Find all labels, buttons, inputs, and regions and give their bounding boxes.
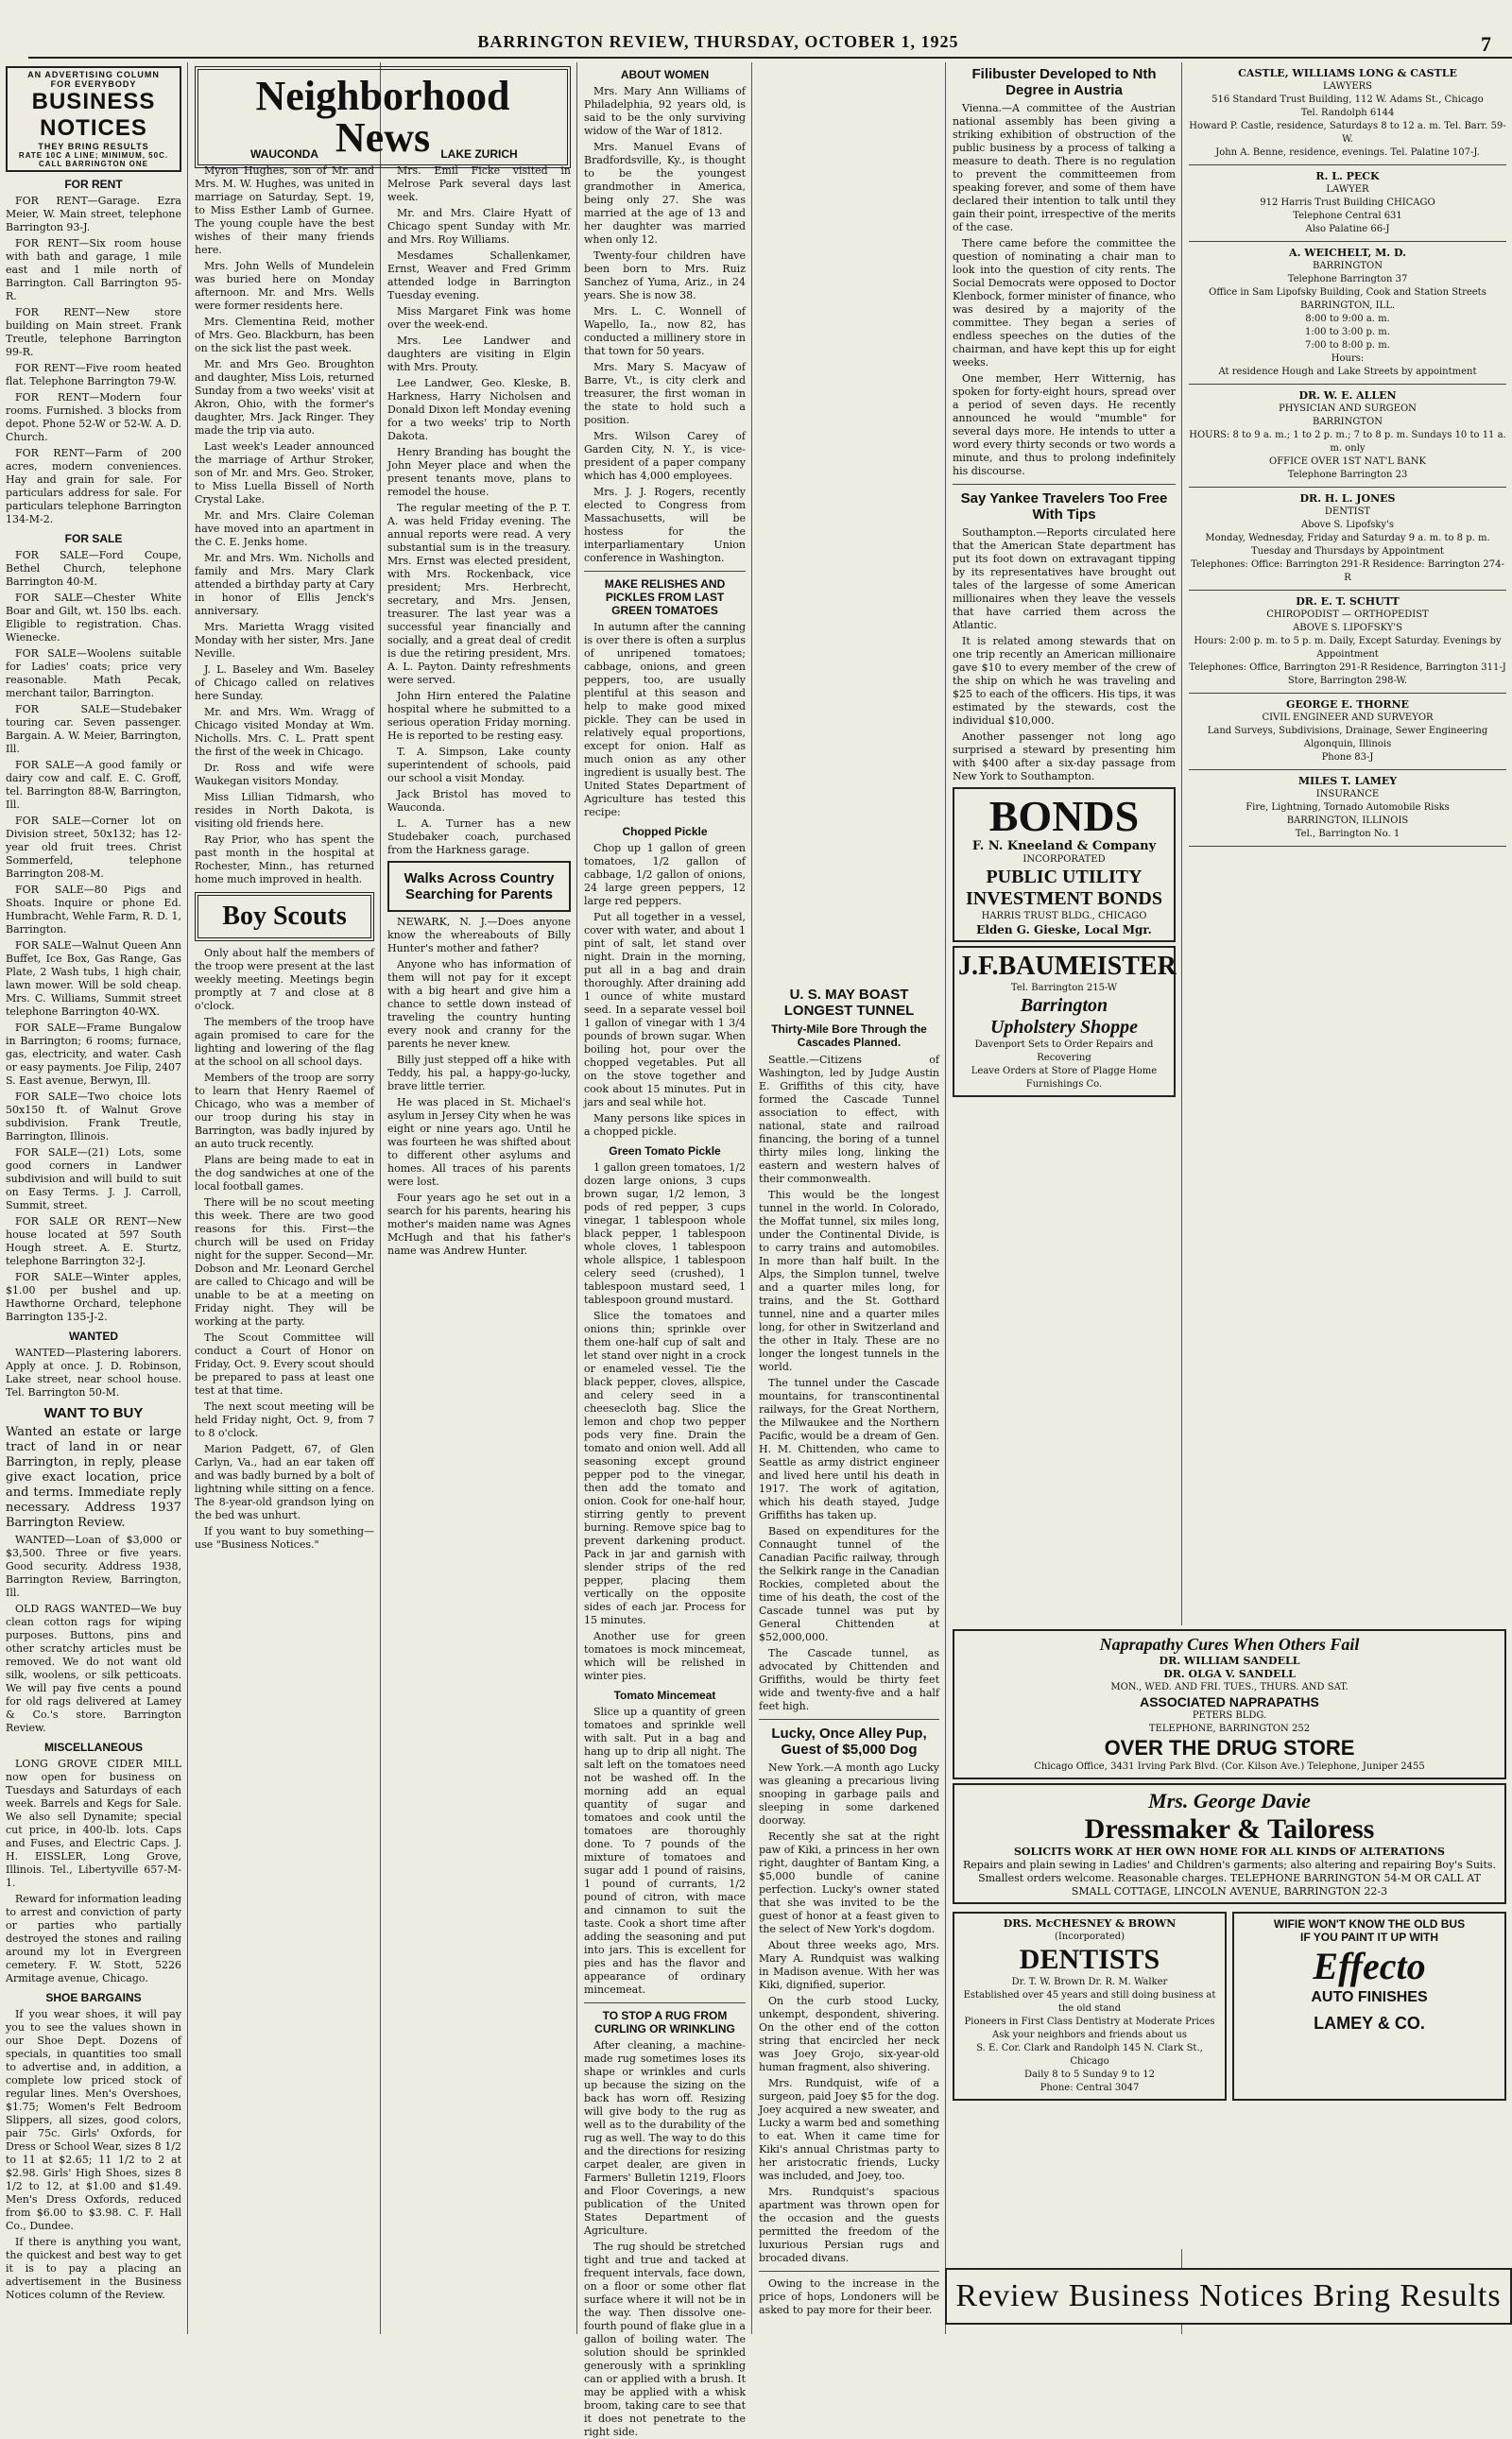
filibuster-headline: Filibuster Developed to Nth Degree in Austria xyxy=(971,66,1157,98)
news-item: Mrs. Lee Landwer and daughters are visiting in Elgin with Mrs. Prouty. xyxy=(387,335,571,373)
effecto-brand: Effecto xyxy=(1313,1945,1426,1987)
professional-directory xyxy=(1189,62,1506,847)
for-sale-ad: FOR SALE—Ford Coupe, Bethel Church, telephone Barrington 40-M. xyxy=(6,549,181,588)
wauconda-items xyxy=(195,164,374,886)
dentists-address: S. E. Cor. Clark and Randolph 145 N. Clark St., Chicago xyxy=(976,2043,1203,2067)
news-item: In autumn after the canning is over there is often a surplus of unripened tomatoes; cabbage, onions, and green peppers, too, are usually plentiful at this season and help to make good mixed pickle. They can be used in relatively equal proportions, except for onion. Half as much onion as any other ingredient is usually best. The United States Department of Agriculture has tested this recipe: xyxy=(584,621,746,818)
directory-role: LAWYERS xyxy=(1322,81,1373,92)
news-item: The Cascade tunnel, as advocated by Chittenden and Griffiths, would be thirty feet wide and twenty-five and a half feet high. xyxy=(759,1647,939,1712)
for-sale-ad: FOR SALE—A good family or dairy cow and calf. E. C. Groff, tel. Barrington 88-W, Barrington, Ill. xyxy=(6,759,181,811)
news-item: Members of the troop are sorry to learn that Henry Raemel of Chicago, who was a member of our troop during his stay in Barrington, was badly injured by an auto truck recently. xyxy=(195,1072,374,1150)
news-item: If you want to buy something—use "Business Notices." xyxy=(195,1525,374,1551)
directory-role: PHYSICIAN AND SURGEON xyxy=(1279,404,1417,414)
news-item: Myron Hughes, son of Mr. and Mrs. M. W. Hughes, was united in marriage on Saturday, Sept. 19, to Miss Esther Lamb of Gurnee. The young couple have the best wishes of their many friends here. xyxy=(195,164,374,256)
news-item: Based on expenditures for the Connaught tunnel of the Canadian Pacific railway, through the Selkirk range in the Canadian Rockies, completed about the time of his death, the cost of the Cascade tunnel was put by General Chittenden at $52,000,000. xyxy=(759,1525,939,1643)
directory-hours: HOURS: 8 to 9 a. m.; 1 to 2 p. m.; 7 to 8 p. m. Sundays 10 to 11 a. m. only xyxy=(1189,430,1506,454)
recipe-step: 1 gallon green tomatoes, 1/2 dozen large onions, 3 cups brown sugar, 1/2 lemon, 3 pods of red pepper, 3 cups vinegar, 1 tablespoon whole black pepper, 1 tablespoon whole cloves, 1 tablespoon whole allspice, 1 tablespoon celery seed (crushed), 1 tablespoon mustard seed, 1 tablespoon ground mustard. xyxy=(584,1161,746,1306)
shoe-bargains-ad: If you wear shoes, it will pay you to see the values shown in our Shoe Dept. Dozens of specials, in quantities too small to advertise and, in addition, a complete low priced stock of regular lines. Men's Overshoes, $1.75; Women's Felt Bedroom Slippers, all sizes, good colors, pair 75c. Girls' Oxfords, for Dress or School Wear, sizes 8 1/2 to 11 at $2.65; 11 1/2 to 2 at $2.98. Girls' High Shoes, sizes 8 1/2 to 12, at $1.00 and $1.49. Men's Dress Oxfords, reduced from $6.00 to $3.98. C. F. Hall Co., Dundee. xyxy=(6,2008,181,2232)
directory-hours: Monday, Wednesday, Friday and Saturday 9 a. m. to 8 p. m. Tuesday and Thursdays by Appointment xyxy=(1205,533,1490,557)
dentists-phone: Phone: Central 3047 xyxy=(1040,2083,1140,2093)
for-rent-ad: FOR RENT—Six room house with bath and garage, 1 mile east and 1 mile north of Barrington. Call Barrington 95-R. xyxy=(6,237,181,302)
directory-svc: Fire, Lightning, Tornado Automobile Risks xyxy=(1246,802,1450,813)
news-item: Mrs. Wilson Carey of Garden City, N. Y., is vice-president of a paper company which has 4,000 employees. xyxy=(584,430,746,482)
news-item: Miss Lillian Tidmarsh, who resides in North Dakota, is visiting old friends here. xyxy=(195,791,374,830)
news-item: On the curb stood Lucky, unkempt, despondent, shivering. On the other end of the cotton string that encircled her neck was Joey Grojo, six-year-old human fragment, also shivering. xyxy=(759,1995,939,2073)
effecto-sub: AUTO FINISHES xyxy=(1311,1989,1428,2005)
news-item: Seattle.—Citizens of Washington, led by Judge Austin E. Griffiths of this city, have formed the Cascade Tunnel association to effect, with national, state and railroad financing, the boring of a tunnel thirty miles long, linking the eastern and western halves of their commonwealth. xyxy=(759,1054,939,1185)
dentists-ask: Ask your neighbors and friends about us xyxy=(992,2030,1187,2040)
news-item: Twenty-four children have been born to Mrs. Ruiz Sanchez of Yuma, Ariz., in 24 years. She is now 38. xyxy=(584,249,746,301)
section-heading: FOR RENT xyxy=(64,178,123,191)
for-sale-ad: FOR SALE—Corner lot on Division street, 50x132; has 12-year old fruit trees. Christ Sommerfeld, telephone Barrington 208-M. xyxy=(6,815,181,880)
news-item: Henry Branding has bought the John Meyer place and when the present tenants move, plans to remodel the house. xyxy=(387,446,571,498)
news-item: One member, Herr Witternig, has spoken for forty-eight hours, spread over a period of seven days. He recently announced he would "mumble" for several days more. He intends to utter a word every thirty seconds or two words a minute, and thus to prolong indefinitely his discourse. xyxy=(953,372,1176,477)
directory-city: BARRINGTON, ILLINOIS xyxy=(1286,816,1409,826)
dentists-established: Established over 45 years and still doing business at the old stand xyxy=(963,1990,1216,2014)
divider xyxy=(584,2002,746,2003)
banner-line: FOR EVERYBODY xyxy=(50,79,137,89)
classified-column xyxy=(0,62,187,2334)
wauconda-column xyxy=(189,142,380,2334)
news-item: John Hirn entered the Palatine hospital where he submitted to a serious operation Friday morning. He is reported to be resting easy. xyxy=(387,690,571,742)
news-item: He was placed in St. Michael's asylum in Jersey City when he was eight or nine years ago. Until he was fourteen he was shifted about to different other asylums and homes. All traces of his parents were lost. xyxy=(387,1096,571,1188)
news-item: Mrs. J. J. Rogers, recently elected to Congress from Massachusetts, will be hostess for the interparliamentary Union conference in Washington. xyxy=(584,486,746,564)
directory-tel: Tel., Barrington No. 1 xyxy=(1295,829,1400,839)
directory-name: DR. E. T. SCHUTT xyxy=(1296,595,1400,608)
section-heading: MISCELLANEOUS xyxy=(43,1741,143,1754)
scouts-items xyxy=(195,947,374,1552)
news-item: Anyone who has information of them will not pay for it except with a big heart and give him a chance to settle down instead of traveling the country hunting every nook and cranny for the parents he never knew. xyxy=(387,958,571,1050)
news-item: Jack Bristol has moved to Wauconda. xyxy=(387,788,571,814)
rug-headline: TO STOP A RUG FROM CURLING OR WRINKLING xyxy=(594,2009,735,2035)
lake-zurich-column xyxy=(382,142,576,2334)
directory-name: DR. W. E. ALLEN xyxy=(1298,389,1397,402)
directory-hours: Hours: 2:00 p. m. to 5 p. m. Daily, Except Saturday. Evenings by Appointment xyxy=(1194,636,1502,660)
want-to-buy-list xyxy=(6,1534,181,1735)
dentists-firm: DRS. McCHESNEY & BROWN xyxy=(1003,1917,1177,1930)
for-rent-list xyxy=(6,195,181,526)
news-item: Only about half the members of the troop were present at the last weekly meeting. Meetings begin promptly at 7 and close at 8 o'clock. xyxy=(195,947,374,1012)
banner-tagline: THEY BRING RESULTS xyxy=(38,142,149,151)
directory-name: DR. H. L. JONES xyxy=(1299,492,1396,505)
page-number: 7 xyxy=(1481,32,1491,56)
naprapaths-location: OVER THE DRUG STORE xyxy=(1104,1736,1355,1760)
naprapaths-days: MON., WED. AND FRI. TUES., THURS. AND SAT. xyxy=(1110,1682,1349,1692)
news-item: Mrs. John Wells of Mundelein was buried here on Monday afternoon. Mr. and Mrs. Wells were former residents here. xyxy=(195,260,374,312)
naprapaths-ad xyxy=(953,1629,1506,1779)
news-item: Mr. and Mrs Geo. Broughton and daughter, Miss Lois, returned Sunday from a two weeks' visit at Akron, Ohio, with the former's daughter, Mrs. Jack Ringer. They made the trip via auto. xyxy=(195,358,374,437)
business-notices-title: BUSINESS NOTICES xyxy=(31,89,156,141)
directory-city: BARRINGTON xyxy=(1313,417,1383,427)
town-heading: WAUCONDA xyxy=(250,147,318,161)
directory-name: A. WEICHELT, M. D. xyxy=(1289,247,1406,259)
town-heading: LAKE ZURICH xyxy=(440,147,518,161)
for-sale-ad: FOR SALE—Walnut Queen Ann Buffet, Ice Box, Gas Range, Gas Plate, 2 Wash tubs, 1 high chair, lawn mower. Will be sold cheap. Mrs. C. Williams, Summit street telephone Barrington 40-WX. xyxy=(6,939,181,1018)
tunnel-headline: U. S. MAY BOAST LONGEST TUNNEL xyxy=(783,987,915,1019)
for-sale-ad: FOR SALE—Woolens suitable for Ladies' coats; price very reasonable. Math Pecak, merchant tailor, Barrington. xyxy=(6,647,181,699)
banner-line: AN ADVERTISING COLUMN xyxy=(27,70,160,79)
dressmaker-name: Mrs. George Davie xyxy=(1148,1789,1311,1812)
directory-name: MILES T. LAMEY xyxy=(1297,775,1398,787)
directory-city: BARRINGTON xyxy=(1313,261,1383,271)
news-item: Mr. and Mrs. Wm. Nicholls and family and Mrs. Mary Clark attended a birthday party at Cary in honor of Ellis Jenck's anniversary. xyxy=(195,552,374,617)
directory-res: Howard P. Castle, residence, Saturdays 8 to 12 a. m. Tel. Barr. 59-W. xyxy=(1189,121,1506,145)
directory-tel2: Also Palatine 66-J xyxy=(1305,224,1390,234)
footer-slogan: Review Business Notices Bring Results xyxy=(945,2268,1512,2325)
baumeister-shop: Upholstery Shoppe xyxy=(989,1017,1139,1038)
relish-items xyxy=(584,621,746,819)
news-item: Mrs. Manuel Evans of Bradfordsville, Ky., is thought to be the youngest grandmother in America, being only 27. She was married at the age of 13 and her daughter was married when only 12. xyxy=(584,141,746,246)
women-column xyxy=(578,62,751,2438)
for-rent-ad: FOR RENT—Farm of 200 acres, modern conveniences. Hay and grain for sale. For particulars address for sale. For particulars telephone Barrington 134-M-2. xyxy=(6,447,181,525)
directory-tel: Telephone Barrington 37 xyxy=(1287,274,1408,284)
baumeister-services: Davenport Sets to Order Repairs and Recovering xyxy=(974,1039,1154,1063)
directory-column xyxy=(1183,62,1512,1527)
bonds-title: BONDS xyxy=(988,792,1140,840)
effecto-seller: LAMEY & CO. xyxy=(1314,2014,1425,2033)
baumeister-shop: Barrington xyxy=(1020,995,1108,1016)
naprapaths-headline: Naprapathy Cures When Others Fail xyxy=(1099,1635,1360,1654)
directory-card-lawyers xyxy=(1189,62,1506,165)
directory-addr: Above S. Lipofsky's xyxy=(1301,520,1394,530)
directory-card-schutt xyxy=(1189,591,1506,694)
bonds-inc: INCORPORATED xyxy=(1022,854,1106,865)
baumeister-name: J.F.BAUMEISTER xyxy=(958,952,1177,981)
naprapaths-tel: TELEPHONE, BARRINGTON 252 xyxy=(1148,1724,1311,1734)
news-item: There came before the committee the question of nominating a chair man to look into the question of city rents. The Social Democrats were opposed to Doctor Klenbock, former minister of finance, who was desired by a majority of the committee. They began a series of endless speeches on the duties of the chairman, and have kept this up for eight weeks. xyxy=(953,237,1176,369)
news-item: Mrs. Clementina Reid, mother of Mrs. Geo. Blackburn, has been on the sick list the past week. xyxy=(195,316,374,354)
news-item: The members of the troop have again promised to care for the lighting and lowering of the flag at the school on all school days. xyxy=(195,1016,374,1068)
directory-card-thorne xyxy=(1189,694,1506,770)
yankee-headline: Say Yankee Travelers Too Free With Tips xyxy=(960,490,1168,523)
for-rent-ad: FOR RENT—Garage. Ezra Meier, W. Main street, telephone Barrington 93-J. xyxy=(6,195,181,233)
news-item: Another passenger not long ago surprised a steward by presenting him with $400 after a six-day passage from New York to Southampton. xyxy=(953,730,1176,782)
news-item: The Scout Committee will conduct a Court of Honor on Friday, Oct. 9. Every scout should be prepared to pass at least one test at that time. xyxy=(195,1331,374,1397)
boy-scouts-title: Boy Scouts xyxy=(222,902,347,931)
news-item: Marion Padgett, 67, of Glen Carlyn, Va., had an ear taken off and was badly burned by a bolt of lightning while sitting on a fence. The 8-year-old grandson lying on the bed was unhurt. xyxy=(195,1443,374,1521)
recipe-step: Slice up a quantity of green tomatoes and sprinkle well with salt. Put in a bag and hang up to drip all night. The salt left on the tomatoes need not be washed off. In the morning add an equal quantity of sugar and tomatoes and cook until the tomatoes are thoroughly done. To 7 pounds of the mixture of tomatoes and sugar add 1 pound of raisins, 1 pound of currants, 1/2 pound of citron, with mace and cinnamon to suit the taste. Cook a short time after adding the seasoning and put into jars. This is excellent for pies and has the flavor and appearance of ordinary mincemeat. xyxy=(584,1706,746,1996)
hops-note: Owing to the increase in the price of hops, Londoners will be asked to pay more for their beer. xyxy=(759,2277,939,2316)
directory-card-peck xyxy=(1189,165,1506,242)
news-item: There will be no scout meeting this week. There are two good reasons for this. First—the church will be used on Friday night for the supper. Second—Mr. Dobson and Mr. Leonard Gerchel are called to Chicago and will be unable to be at a meeting on Friday night. They will be working at the party. xyxy=(195,1196,374,1328)
green-tomato-items xyxy=(584,1161,746,1683)
news-item: The next scout meeting will be held Friday night, Oct. 9, from 7 to 8 o'clock. xyxy=(195,1400,374,1439)
news-item: About three weeks ago, Mrs. Mary A. Rundquist was walking in Madison avenue. With her was Kiki, dignified, superior. xyxy=(759,1939,939,1991)
walks-headline: Walks Across Country Searching for Parents xyxy=(404,870,555,902)
dentists-title: DENTISTS xyxy=(1019,1944,1160,1975)
for-sale-ad: FOR SALE—(21) Lots, some good corners in Landwer subdivision and will build to suit on Easy Terms. J. J. Carroll, Summit, street. xyxy=(6,1146,181,1211)
column-rule xyxy=(751,62,752,2334)
directory-role: LAWYER xyxy=(1326,184,1369,195)
directory-card-weichelt xyxy=(1189,242,1506,385)
news-item: Four years ago he set out in a search for his parents, hearing his mother's maiden name was Agnes McHugh and that his father's name was Andrew Hunter. xyxy=(387,1192,571,1257)
dentists-doctors: Dr. T. W. Brown Dr. R. M. Walker xyxy=(1011,1977,1168,1987)
directory-addr: 516 Standard Trust Building, 112 W. Adams St., Chicago xyxy=(1211,94,1484,105)
divider xyxy=(584,571,746,572)
news-item: Plans are being made to eat in the dog sandwiches at one of the local football games. xyxy=(195,1154,374,1193)
directory-tel: Tel. Randolph 6144 xyxy=(1300,108,1395,118)
recipe-step: Put all together in a vessel, cover with water, and about 1 pint of salt, let stand over night. Drain in the morning, put all in a bag and drain thoroughly. After draining add 1 ounce of white mustard seed. In a separate vessel boil 1 gallon of vinegar with 1 3/4 pounds of brown sugar. When boiling hot, pour over the chopped vegetables. Put all on the stove together and cook about 15 minutes. Put in jars and seal while hot. xyxy=(584,911,746,1108)
baumeister-orders: Leave Orders at Store of Plagge Home Furnishings Co. xyxy=(971,1066,1158,1090)
directory-city: Algonquin, Illinois xyxy=(1303,739,1392,749)
news-item: Mesdames Schallenkamer, Ernst, Weaver and Fred Grimm attended lodge in Barrington Tuesday evening. xyxy=(387,249,571,301)
news-item: Miss Margaret Fink was home over the week-end. xyxy=(387,305,571,331)
for-sale-ad: FOR SALE—Winter apples, $1.00 per bushel and up. Hawthorne Orchard, telephone Barrington 135-J-2. xyxy=(6,1271,181,1323)
wanted-ad: OLD RAGS WANTED—We buy clean cotton rags for wiping purposes. Buttons, pins and other scratchy articles must be removed. We do not want old silk, woolens, or silk petticoats. We will pay five cents a pound for old rags delivered at Lamey & Co.'s store. Barrington Review. xyxy=(6,1603,181,1734)
women-continued xyxy=(753,62,945,983)
news-item: Mrs. Mary Ann Williams of Philadelphia, 92 years old, is said to be the only surviving widow of the War of 1812. xyxy=(584,85,746,137)
news-item: Mr. and Mrs. Wm. Wragg of Chicago visited Monday at Wm. Nicholls. Mrs. C. L. Pratt spent the first of the week in Chicago. xyxy=(195,706,374,758)
bonds-firm: F. N. Kneeland & Company xyxy=(971,839,1157,853)
lucky-headline: Lucky, Once Alley Pup, Guest of $5,000 Dog xyxy=(771,1726,927,1758)
news-item: The regular meeting of the P. T. A. was held Friday evening. The annual reports were read. A very substantial sum is in the treasury. Mrs. Ernst was elected president, with Mrs. Rockenback, vice president; Mrs. Herbrecht, secretary, and Mrs. Jensen, treasurer. The last year was a successful year financially and socially, and a great deal of credit is due the retiring president, Mrs. A. L. Payton. Dainty refreshments were served. xyxy=(387,502,571,686)
recipe-heading: Tomato Mincemeat xyxy=(613,1689,716,1702)
news-item: Mr. and Mrs. Claire Coleman have moved into an apartment in the C. E. Jenks home. xyxy=(195,509,374,548)
dentists-pioneers: Pioneers in First Class Dentistry at Moderate Prices xyxy=(964,2017,1215,2027)
news-item: Mrs. Rundquist, wife of a surgeon, paid Joey $5 for the dog. Joey acquired a new sweater, and Lucky a warm bed and something to eat. When it came time for Kiki's annual Christmas party to her aristocratic friends, Lucky was included, and Joey, too. xyxy=(759,2077,939,2182)
lower-ads xyxy=(947,1625,1512,2249)
misc-list xyxy=(6,1758,181,1985)
dressmaker-ad xyxy=(953,1783,1506,1904)
yankee-items xyxy=(953,526,1176,783)
section-heading: ABOUT WOMEN xyxy=(620,68,710,81)
news-item: Mr. and Mrs. Claire Hyatt of Chicago spent Sunday with Mr. and Mrs. Roy Williams. xyxy=(387,207,571,246)
directory-role: INSURANCE xyxy=(1315,789,1380,799)
misc-ad: LONG GROVE CIDER MILL now open for business on Tuesdays and Saturdays of each week. Barrels and Kegs for Sale. We also sell Dynamite; special cut price, in 400-lb. lots. Caps and Fuses, and Electric Caps. J. H. EISSLER, Long Grove, Illinois. Tel., Libertyville 657-M-1. xyxy=(6,1758,181,1889)
directory-name: CASTLE, WILLIAMS LONG & CASTLE xyxy=(1238,67,1457,79)
for-sale-ad: FOR SALE—Two choice lots 50x150 ft. of Walnut Grove subdivision. Frank Treutle, Barrington, Illinois. xyxy=(6,1091,181,1142)
bottom-ads-row xyxy=(953,1908,1506,2104)
directory-addr: ABOVE S. LIPOFSKY'S xyxy=(1292,623,1403,633)
section-heading: SHOE BARGAINS xyxy=(45,1991,142,2004)
tunnel-items xyxy=(759,1054,939,1713)
section-heading: WANT TO BUY xyxy=(43,1405,144,1421)
directory-tel: Phone 83-J xyxy=(1321,752,1374,763)
section-heading: WANTED xyxy=(69,1330,118,1343)
filibuster-items xyxy=(953,102,1176,478)
news-item: Mrs. Mary S. Macyaw of Barre, Vt., is city clerk and treasurer, the first woman in the state to hold such a position. xyxy=(584,361,746,426)
news-item: Vienna.—A committee of the Austrian national assembly has been giving a striking exhibition of obstruction of the public business by a process of talking a measure to death. There is no regulation to prevent the committeemen from speaking forever, and some of them have declared their intention to talk until they gain their point, irrespective of the merits of the case. xyxy=(953,102,1176,233)
dentists-hours: Daily 8 to 5 Sunday 9 to 12 xyxy=(1024,2070,1155,2080)
news-item: Billy just stepped off a hike with Teddy, his pal, a happy-go-lucky, brave little terrier. xyxy=(387,1054,571,1092)
news-item: Dr. Ross and wife were Waukegan visitors Monday. xyxy=(195,762,374,787)
tunnel-column xyxy=(753,983,945,2334)
neighborhood-title: Neighborhood News xyxy=(255,73,510,161)
column-rule xyxy=(576,62,577,2334)
effecto-line: IF YOU PAINT IT UP WITH xyxy=(1299,1931,1438,1944)
wanted-list xyxy=(6,1347,181,1400)
bonds-rep: Elden G. Gieske, Local Mgr. xyxy=(976,923,1152,936)
directory-hours: 1:00 to 3:00 p. m. xyxy=(1305,327,1390,337)
relish-headline: MAKE RELISHES AND PICKLES FROM LAST GREEN TOMATOES xyxy=(604,577,726,617)
news-item: After cleaning, a machine-made rug sometimes loses its shape or wrinkles and curls up because the sizing on the back has worn off. Resizing will give body to the rug as well as to the durability of the rug as well. The way to do this and the directions for resizing carpet dealer, are given in Farmers' Bulletin 1219, Floors and Floor Coverings, a new publication of the United States Department of Agriculture. xyxy=(584,2039,747,2237)
directory-tel: Telephones: Office: Barrington 291-R Residence: Barrington 274-R xyxy=(1191,559,1504,583)
for-sale-ad: FOR SALE—80 Pigs and Shoats. Inquire or phone Ed. Humbracht, Wehle Farm, R. D. 1, Barrington. xyxy=(6,884,181,936)
for-sale-ad: FOR SALE—Studebaker touring car. Seven passenger. Bargain. A. W. Meier, Barrington, Ill. xyxy=(6,703,181,755)
walks-items xyxy=(387,916,571,1258)
naprapath-doctor: DR. WILLIAM SANDELL xyxy=(1159,1655,1300,1667)
naprapath-doctor: DR. OLGA V. SANDELL xyxy=(1163,1668,1296,1680)
women-items xyxy=(584,85,746,565)
recipe-step: Many persons like spices in a chopped pickle. xyxy=(584,1112,746,1138)
directory-card-jones xyxy=(1189,488,1506,591)
directory-res: At residence Hough and Lake Streets by appointment xyxy=(1218,367,1477,377)
directory-tel: Telephones: Office, Barrington 291-R Residence, Barrington 311-J Store, Barrington 298-W. xyxy=(1189,662,1506,686)
masthead xyxy=(0,0,1512,60)
dressmaker-title: Dressmaker & Tailoress xyxy=(1084,1813,1375,1845)
divider xyxy=(953,484,1176,485)
bonds-line: PUBLIC UTILITY xyxy=(986,867,1143,887)
directory-hours: 7:00 to 8:00 p. m. xyxy=(1305,340,1390,351)
effecto-line: WIFIE WON'T KNOW THE OLD BUS xyxy=(1273,1917,1466,1931)
rate-line: RATE 10C A LINE; MINIMUM, 50C. CALL BARRINGTON ONE xyxy=(18,151,169,168)
misc-ad: Reward for information leading to arrest and conviction of party or parties who partially destroyed the stones and railing around my lot in Evergreen cemetery. F. W. Stott, 5226 Armitage avenue, Chicago. xyxy=(6,1893,181,1984)
directory-card-lamey xyxy=(1189,770,1506,847)
naprapaths-chicago: Chicago Office, 3431 Irving Park Blvd. (Cor. Kilson Ave.) Telephone, Juniper 2455 xyxy=(1034,1761,1425,1772)
news-item: Ray Prior, who has spent the past month in the hospital at Rochester, Minn., has returned home much improved in health. xyxy=(195,833,374,885)
directory-hours_h: Hours: xyxy=(1331,353,1365,364)
directory-role: CIVIL ENGINEER AND SURVEYOR xyxy=(1262,713,1434,723)
recipe-step: Another use for green tomatoes is mock mincemeat, which will be relished in winter pies. xyxy=(584,1630,746,1682)
news-item: Recently she sat at the right paw of Kiki, a princess in her own right, daughter of Bantam King, a $5,000 bundle of canine perfection. Lucky's owner stated that she was invited to be the guest of honor at a feast given to the select of New York's dogdom. xyxy=(759,1830,939,1935)
directory-addr: 912 Harris Trust Building CHICAGO xyxy=(1260,198,1435,208)
for-sale-ad: FOR SALE OR RENT—New house located at 597 South Hough street. A. E. Sturtz, telephone Barrington 32-J. xyxy=(6,1215,181,1267)
news-item: NEWARK, N. J.—Does anyone know the whereabouts of Billy Hunter's mother and father? xyxy=(387,916,571,954)
lake-zurich-items xyxy=(387,164,571,857)
news-item: It is related among stewards that on one trip recently an American millionaire gave $10 to every member of the crew of the ship on which he was traveling and $25 to each of the officers. His tips, it was estimated by the stewards, cost the individual $10,000. xyxy=(953,635,1176,727)
directory-svc: Land Surveys, Subdivisions, Drainage, Sewer Engineering xyxy=(1207,726,1488,736)
news-item: The tunnel under the Cascade mountains, for transcontinental railways, for the Great Northern, the Milwaukee and the Northern Pacific, would be a dream of Gen. H. M. Chittenden, who came to Seattle as army district engineer and lived here until his death in 1917. The work of agitation, which his death stayed, Judge Griffiths has taken up. xyxy=(759,1377,939,1521)
column-rule xyxy=(945,62,946,2334)
dentists-inc: (Incorporated) xyxy=(1054,1932,1125,1942)
news-item: This would be the longest tunnel in the world. In Colorado, the Moffat tunnel, six miles long, under the Continental Divide, is to carry trains and automobiles. In more than half built. In the Alps, the Simplon tunnel, twelve and a quarter miles long, for trains, and the St. Gotthard tunnel, nine and a quarter miles long, for other in Switzerland and the other in Italy. These are no longer the longest tunnels in the world. xyxy=(759,1189,939,1373)
divider xyxy=(759,2271,939,2272)
directory-city2: BARRINGTON, ILL. xyxy=(1299,301,1396,311)
bonds-ad xyxy=(953,787,1176,942)
for-rent-ad: FOR RENT—Modern four rooms. Furnished. 3 blocks from depot. Phone 52-W or 52-W. A. D. Church. xyxy=(6,391,181,443)
rug-items xyxy=(584,2039,746,2439)
news-item: Southampton.—Reports circulated here that the American State department has put its foot down on extravagant tipping by its representatives have brought out tales of the largesse of some American millionaires when they leave the vessels that have carried them across the Atlantic. xyxy=(953,526,1176,631)
tunnel-subhead: Thirty-Mile Bore Through the Cascades Planned. xyxy=(771,1022,927,1049)
section-heading: FOR SALE xyxy=(64,532,123,545)
closing-notice: If there is anything you want, the quickest and best way to get it is to pay a placing an advertisement in the Business Notices column of the Review. xyxy=(6,2236,181,2301)
naprapaths-assoc: ASSOCIATED NAPRAPATHS xyxy=(1140,1694,1319,1709)
business-notices-banner xyxy=(6,66,181,172)
dentists-ad xyxy=(953,1912,1227,2101)
directory-role: DENTIST xyxy=(1324,507,1371,517)
news-item: The rug should be stretched tight and true and tacked at frequent intervals, face down, on a floor or some other flat surface where it will not be in the way. Then dissolve one-fourth pound of flake glue in a gallon of boiling water. The solution should be sprinkled generously with a sprinkling can or applied with a brush. It may be applied with a whisk broom, taking care to see that it does not penetrate to the right side. xyxy=(584,2241,746,2438)
want-to-buy-ad: Wanted an estate or large tract of land in or near Barrington, in reply, please give exact location, price and terms. Immediate reply necessary. Address 1937 Barrington Review. xyxy=(6,1425,181,1530)
wanted-ad: WANTED—Loan of $3,000 or $3,500. Three or five years. Good security. Address 1938, Barrington Review, Barrington, Ill. xyxy=(6,1534,181,1599)
directory-card-allen xyxy=(1189,385,1506,488)
recipe-heading: Green Tomato Pickle xyxy=(609,1144,721,1158)
for-rent-ad: FOR RENT—New store building on Main street. Frank Treutle, telephone Barrington 99-R. xyxy=(6,306,181,358)
boy-scouts-box xyxy=(195,892,374,941)
news-item: New York.—A month ago Lucky was gleaning a precarious living snooping in garbage pails and sleeping in some darkened doorway. xyxy=(759,1761,939,1827)
news-item: Last week's Leader announced the marriage of Arthur Stroker, son of Mr. and Mrs. Geo. Stroker, to Miss Luella Bissell of North Crystal Lake. xyxy=(195,440,374,506)
divider xyxy=(759,1719,939,1720)
for-sale-ad: FOR SALE—Frame Bungalow in Barrington; 6 rooms; furnace, gas, electricity, and water. Cash or easy payments. Joe Filip, 2407 S. East avenue, Berwyn, Ill. xyxy=(6,1022,181,1087)
baumeister-ad xyxy=(953,946,1176,1097)
dressmaker-solicit: SOLICITS WORK AT HER OWN HOME FOR ALL KINDS OF ALTERATIONS xyxy=(1013,1846,1446,1858)
directory-tel: Telephone Central 631 xyxy=(1293,211,1402,221)
walks-box xyxy=(387,861,571,912)
dressmaker-body: Repairs and plain sewing in Ladies' and Children's garments; also altering and repairing Boy's Suits. Smallest orders welcome. Reasonable charges. TELEPHONE BARRINGTON 54-M OR CALL AT SMALL COTTAGE, LINCOLN AVENUE, BARRINGTON 22-3 xyxy=(962,1859,1497,1898)
for-sale-ad: FOR SALE—Chester White Boar and Gilt, wt. 150 lbs. each. Eligible to registration. Chas. Wienecke. xyxy=(6,592,181,644)
recipe-heading: Chopped Pickle xyxy=(622,825,708,838)
masthead-rule xyxy=(28,57,1512,59)
directory-office: Office in Sam Lipofsky Building, Cook and Station Streets xyxy=(1209,287,1486,298)
directory-role: CHIROPODIST — ORTHOPEDIST xyxy=(1266,610,1429,620)
recipe-step: Slice the tomatoes and onions thin; sprinkle over them one-half cup of salt and let stand over night in a crock or enameled vessel. Tie the black pepper, cloves, allspice, and celery seed in a cheesecloth bag. Slice the lemon and chop two pepper pods very fine. Drain the tomato and onion well. Add all seasoning except ground pepper pod to the vinegar, then add the tomato and onion. Cook for one-half hour, stirring gently to prevent burning. Remove spice bag to prevent darkening product. Pack in jar and garnish with slender strips of the red pepper, placing them vertically on the opposite sides of each jar. Process for 15 minutes. xyxy=(584,1310,746,1626)
bonds-building: HARRIS TRUST BLDG., CHICAGO xyxy=(981,911,1147,921)
news-item: Lee Landwer, Geo. Kleske, B. Harkness, Harry Nicholsen and Donald Dixon left Monday evening for a two weeks' trip to North Dakota. xyxy=(387,377,571,442)
news-item: T. A. Simpson, Lake county superintendent of schools, paid our school a visit Monday. xyxy=(387,746,571,784)
directory-res2: John A. Benne, residence, evenings. Tel. Palatine 107-J. xyxy=(1215,147,1480,158)
recipe-step: Chop up 1 gallon of green tomatoes, 1/2 gallon of cabbage, 1/2 gallon of onions, 24 large green peppers, 12 large red peppers. xyxy=(584,842,746,907)
chopped-items xyxy=(584,842,746,1139)
wanted-ad: WANTED—Plastering laborers. Apply at once. J. D. Robinson, Lake street, near school house. Tel. Barrington 50-M. xyxy=(6,1347,181,1399)
for-rent-ad: FOR RENT—Five room heated flat. Telephone Barrington 79-W. xyxy=(6,362,181,387)
effecto-ad xyxy=(1232,1912,1506,2101)
news-item: Mrs. Rundquist's spacious apartment was thrown open for the occasion and the guests permitted the freedom of the luxurious Persian rugs and brocaded divans. xyxy=(759,2186,939,2264)
directory-name: R. L. PECK xyxy=(1315,170,1380,182)
news-item: Mrs. L. C. Wonnell of Wapello, Ia., now 82, has conducted a millinery store in that town for 50 years. xyxy=(584,305,746,357)
column-rule xyxy=(380,62,381,2334)
baumeister-tel: Tel. Barrington 215-W xyxy=(1010,983,1118,993)
mincemeat-items xyxy=(584,1706,746,1997)
news-item: J. L. Baseley and Wm. Baseley of Chicago called on relatives here Sunday. xyxy=(195,663,374,702)
lucky-items xyxy=(759,1761,939,2265)
paper-dateline: BARRINGTON REVIEW, THURSDAY, OCTOBER 1, 1925 xyxy=(477,32,959,51)
news-item: Mrs. Marietta Wragg visited Monday with her sister, Mrs. Jane Neville. xyxy=(195,621,374,660)
directory-hours: 8:00 to 9:00 a. m. xyxy=(1305,314,1390,324)
bonds-line: INVESTMENT BONDS xyxy=(965,888,1163,909)
naprapaths-building: PETERS BLDG. xyxy=(1192,1710,1267,1721)
column-rule xyxy=(187,62,188,2334)
news-item: Mrs. Emil Ficke visited in Melrose Park several days last week. xyxy=(387,164,571,203)
for-sale-list xyxy=(6,549,181,1324)
directory-name: GEORGE E. THORNE xyxy=(1286,698,1409,711)
directory-office: OFFICE OVER 1ST NAT'L BANK xyxy=(1269,456,1426,467)
directory-tel: Telephone Barrington 23 xyxy=(1287,470,1408,480)
news-item: L. A. Turner has a new Studebaker coach, purchased from the Harkness garage. xyxy=(387,817,571,856)
